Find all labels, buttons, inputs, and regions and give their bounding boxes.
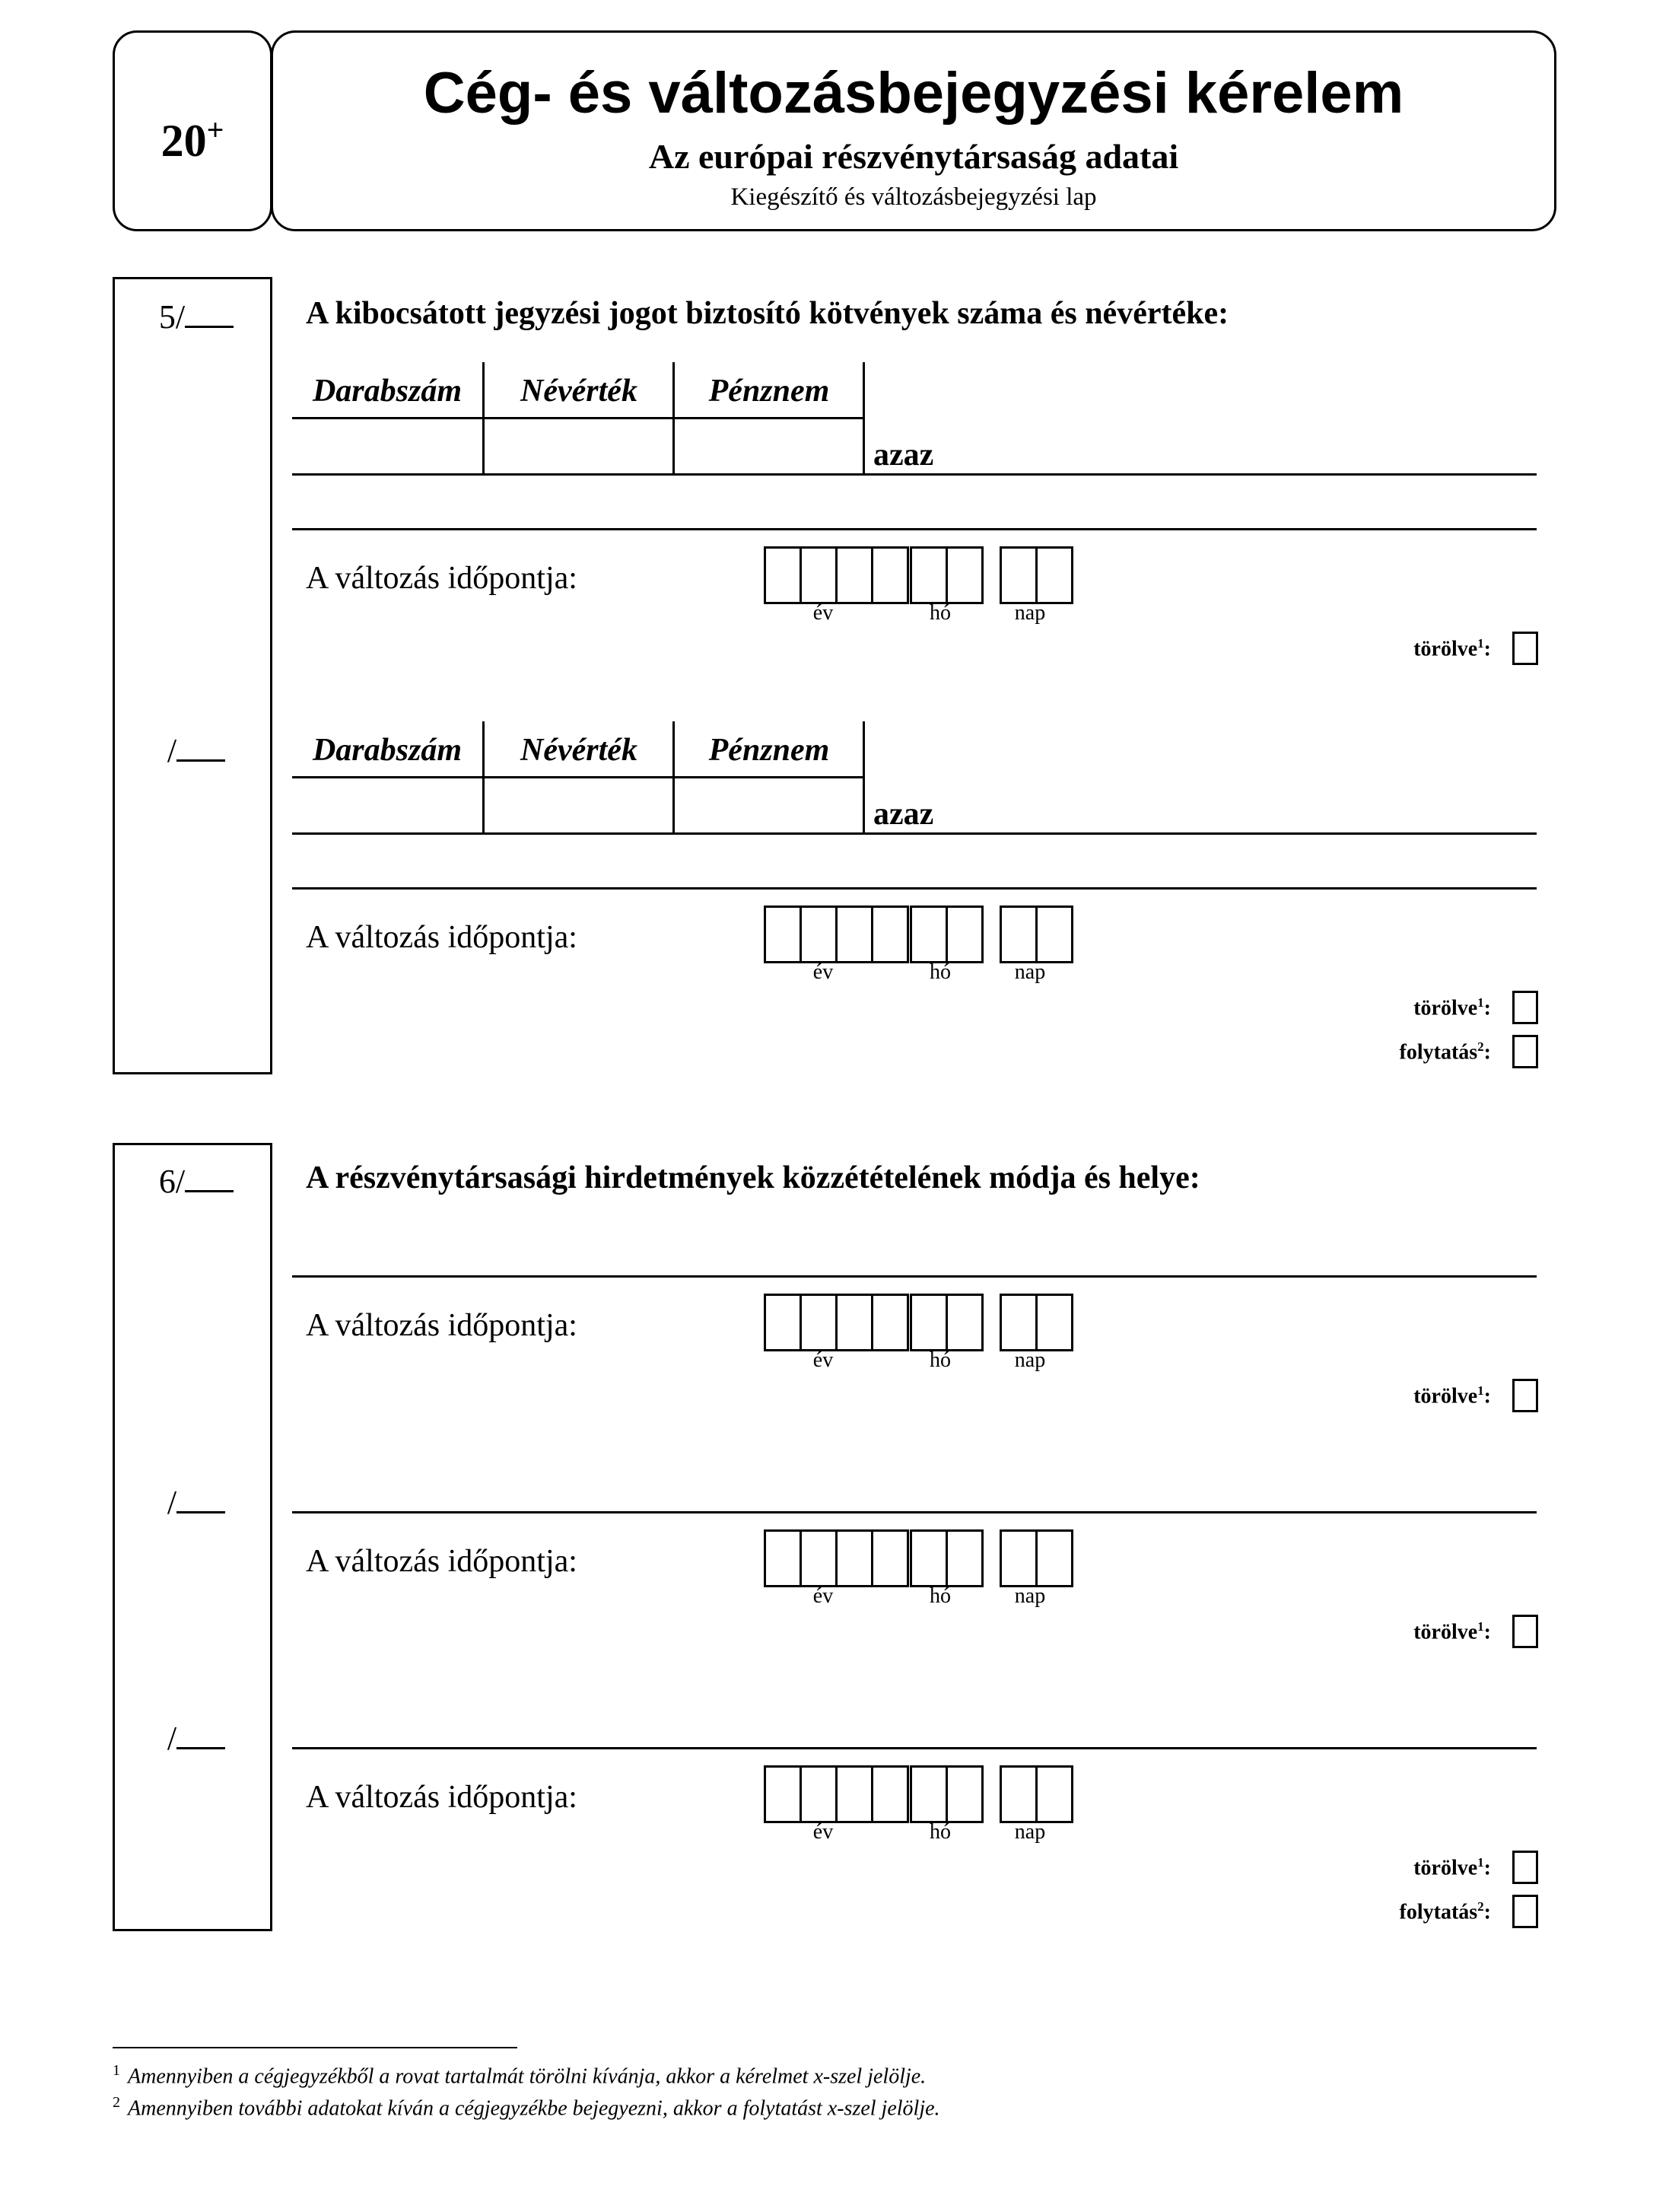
colon: : [1483, 1040, 1491, 1065]
table-divider [863, 362, 865, 473]
currency-field[interactable] [676, 420, 861, 472]
section-6-sub-number-1 [143, 1482, 250, 1522]
year-caption: év [812, 1348, 834, 1372]
continue-checkbox[interactable] [1512, 1895, 1538, 1928]
month-caption: hó [930, 960, 951, 984]
deleted-label [1293, 636, 1491, 661]
year-caption: év [812, 1820, 834, 1844]
table-divider [292, 417, 864, 419]
col-header-currency: Pénznem [708, 733, 830, 768]
section-6-sub-number-1-text: / [167, 1484, 177, 1521]
deleted-text: törölve [1413, 1620, 1478, 1644]
count-field[interactable] [294, 420, 481, 472]
azaz-label: azaz [873, 797, 934, 832]
day-cells[interactable] [1000, 1765, 1071, 1823]
month-cells[interactable] [910, 546, 981, 604]
currency-field[interactable] [676, 779, 861, 831]
page-title: Cég- és változásbejegyzési kérelem [423, 61, 1404, 126]
col-header-nominal: Névérték [520, 374, 637, 409]
col-header-currency: Pénznem [708, 374, 830, 409]
day-caption: nap [1014, 1820, 1046, 1844]
deleted-checkbox[interactable] [1512, 1851, 1538, 1884]
year-cells[interactable] [764, 546, 907, 604]
section-6-heading: A részvénytársasági hirdetmények közzétételének módja és helye: [306, 1160, 1200, 1195]
continue-checkbox[interactable] [1512, 1035, 1538, 1068]
footnote-2-text: Amennyiben további adatokat kíván a cégjegyzékbe bejegyezni, akkor a folytatást x-szel jelölje. [128, 2096, 940, 2121]
text-line[interactable] [292, 528, 1537, 530]
continue-text: folytatás [1399, 1040, 1478, 1065]
date-label: A változás időpontja: [306, 920, 577, 955]
nominal-field[interactable] [485, 420, 671, 472]
colon: : [1483, 637, 1491, 661]
deleted-label [1293, 995, 1491, 1020]
text-line[interactable] [292, 1275, 1537, 1278]
footnote-1-ref: 1 [113, 2062, 120, 2079]
date-label: A változás időpontja: [306, 1544, 577, 1579]
month-cells[interactable] [910, 905, 981, 963]
deleted-checkbox[interactable] [1512, 632, 1538, 665]
count-field[interactable] [294, 779, 481, 831]
page-subsubtitle: Kiegészítő és változásbejegyzési lap [730, 183, 1097, 211]
section-5-heading: A kibocsátott jegyzési jogot biztosító kötvények száma és névértéke: [306, 296, 1229, 331]
month-caption: hó [930, 601, 951, 625]
form-number-sup: + [206, 113, 224, 147]
continue-label [1293, 1899, 1491, 1924]
continue-ref: 2 [1477, 1039, 1484, 1054]
page-subtitle: Az európai részvénytársaság adatai [648, 137, 1179, 176]
deleted-text: törölve [1413, 996, 1478, 1020]
day-caption: nap [1014, 601, 1046, 625]
col-header-nominal: Névérték [520, 733, 637, 768]
section-6-number [143, 1161, 250, 1201]
deleted-text: törölve [1413, 1384, 1478, 1408]
table-divider [672, 362, 675, 473]
section-5-number-box [113, 277, 272, 1074]
title-box [271, 30, 1556, 231]
deleted-ref: 1 [1477, 1855, 1484, 1870]
date-label: A változás időpontja: [306, 1308, 577, 1343]
section-5-number [143, 297, 250, 336]
month-cells[interactable] [910, 1529, 981, 1587]
section-6-sub-number-2-blank[interactable] [176, 1718, 225, 1749]
continue-text: folytatás [1399, 1900, 1478, 1924]
text-line[interactable] [292, 1747, 1537, 1749]
colon: : [1483, 1620, 1491, 1644]
section-5-sub-number [143, 730, 250, 770]
continue-ref: 2 [1477, 1899, 1484, 1914]
form-number-value: 20 [161, 116, 207, 166]
day-caption: nap [1014, 1584, 1046, 1608]
year-cells[interactable] [764, 905, 907, 963]
colon: : [1483, 1900, 1491, 1924]
section-5-number-blank[interactable] [185, 297, 234, 328]
month-cells[interactable] [910, 1765, 981, 1823]
deleted-ref: 1 [1477, 636, 1484, 651]
deleted-ref: 1 [1477, 995, 1484, 1010]
table-divider [482, 721, 485, 832]
nominal-field[interactable] [485, 779, 671, 831]
section-6-sub-number-1-blank[interactable] [176, 1482, 225, 1513]
section-5-sub-number-blank[interactable] [176, 730, 225, 762]
section-6-sub-number-2-text: / [167, 1720, 177, 1757]
day-cells[interactable] [1000, 905, 1071, 963]
deleted-ref: 1 [1477, 1383, 1484, 1398]
footnote-2 [113, 2094, 940, 2121]
col-header-count: Darabszám [312, 733, 463, 768]
azaz-label: azaz [873, 438, 934, 473]
month-caption: hó [930, 1820, 951, 1844]
footnote-1 [113, 2062, 926, 2089]
deleted-ref: 1 [1477, 1619, 1484, 1634]
text-line[interactable] [292, 1511, 1537, 1513]
text-line[interactable] [292, 887, 1537, 890]
day-caption: nap [1014, 1348, 1046, 1372]
table-divider [672, 721, 675, 832]
colon: : [1483, 1856, 1491, 1880]
section-6-number-box [113, 1143, 272, 1931]
footnote-separator [113, 2047, 517, 2048]
month-cells[interactable] [910, 1294, 981, 1351]
footnote-2-ref: 2 [113, 2094, 120, 2111]
form-number [115, 112, 270, 167]
section-5-number-text: 5/ [158, 298, 186, 336]
deleted-checkbox[interactable] [1512, 991, 1538, 1024]
form-number-badge [113, 30, 272, 231]
year-cells[interactable] [764, 1294, 907, 1351]
deleted-label [1293, 1619, 1491, 1644]
section-6-sub-number-2 [143, 1718, 250, 1758]
table-divider [292, 776, 864, 778]
amount-words-line[interactable] [292, 473, 1537, 476]
year-caption: év [812, 960, 834, 984]
amount-words-line[interactable] [292, 832, 1537, 835]
deleted-text: törölve [1413, 637, 1478, 661]
section-6-number-text: 6/ [158, 1163, 186, 1200]
day-cells[interactable] [1000, 1529, 1071, 1587]
year-cells[interactable] [764, 1765, 907, 1823]
deleted-checkbox[interactable] [1512, 1615, 1538, 1648]
year-caption: év [812, 1584, 834, 1608]
table-divider [482, 362, 485, 473]
col-header-count: Darabszám [312, 374, 463, 409]
colon: : [1483, 996, 1491, 1020]
date-label: A változás időpontja: [306, 561, 577, 596]
colon: : [1483, 1384, 1491, 1408]
footnote-1-text: Amennyiben a cégjegyzékből a rovat tartalmát törölni kívánja, akkor a kérelmet x-szel jelölje. [128, 2064, 927, 2089]
date-label: A változás időpontja: [306, 1780, 577, 1815]
continue-label [1293, 1039, 1491, 1065]
deleted-label [1293, 1855, 1491, 1880]
table-divider [863, 721, 865, 832]
day-caption: nap [1014, 960, 1046, 984]
deleted-label [1293, 1383, 1491, 1408]
section-6-number-blank[interactable] [185, 1161, 234, 1192]
year-caption: év [812, 601, 834, 625]
deleted-text: törölve [1413, 1856, 1478, 1880]
deleted-checkbox[interactable] [1512, 1379, 1538, 1412]
month-caption: hó [930, 1584, 951, 1608]
year-cells[interactable] [764, 1529, 907, 1587]
month-caption: hó [930, 1348, 951, 1372]
day-cells[interactable] [1000, 1294, 1071, 1351]
section-5-sub-number-text: / [167, 732, 177, 769]
day-cells[interactable] [1000, 546, 1071, 604]
